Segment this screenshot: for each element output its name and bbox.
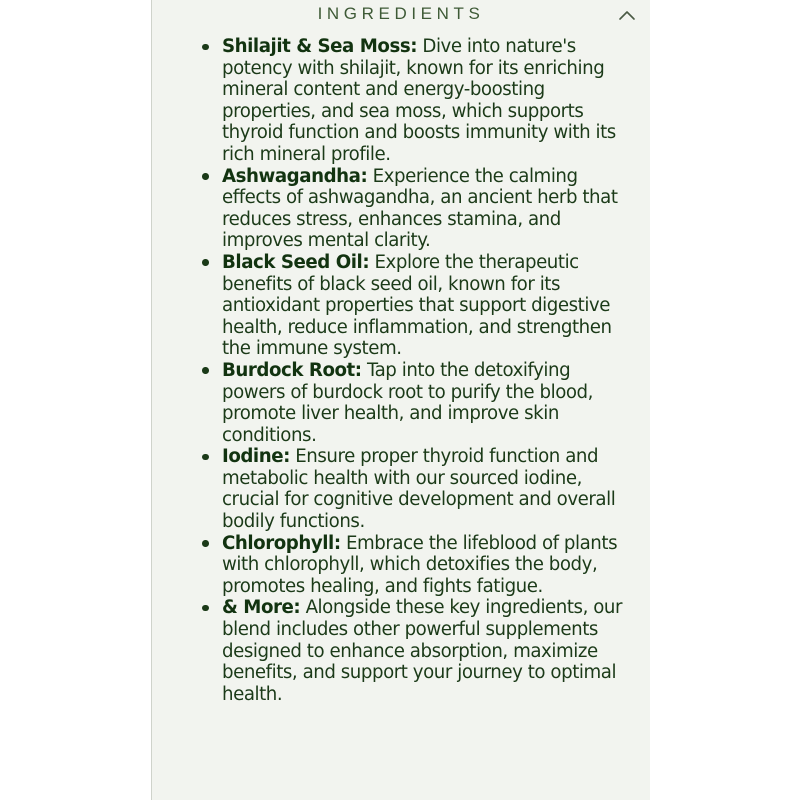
- chevron-up-icon: [614, 3, 640, 27]
- ingredient-name: Chlorophyll:: [222, 532, 341, 554]
- ingredient-name: Ashwagandha:: [222, 165, 368, 187]
- ingredient-name: & More:: [222, 597, 301, 619]
- ingredient-description: Dive into nature's potency with shilajit, known for its enriching mineral content and energy-boosting properties, and sea moss, which supports thyroid function and boosts immunity with its rich mineral profile.: [222, 36, 616, 165]
- ingredient-description: Embrace the lifeblood of plants with chlorophyll, which detoxifies the body, promotes healing, and fights fatigue.: [222, 532, 618, 597]
- ingredient-description: Explore the therapeutic benefits of black seed oil, known for its antioxidant properties that support digestive health, reduce inflammation, and strengthen the immune system.: [222, 251, 612, 360]
- list-item-iodine: [222, 446, 630, 532]
- ingredient-name: Black Seed Oil:: [222, 251, 370, 273]
- ingredient-name: Iodine:: [222, 446, 290, 468]
- ingredient-name: Burdock Root:: [222, 359, 362, 381]
- accordion-header[interactable]: [152, 0, 650, 36]
- list-item-burdock-root: [222, 360, 630, 446]
- ingredient-description: Ensure proper thyroid function and metabolic health with our sourced iodine, crucial for cognitive development and overall bodily functions.: [222, 446, 616, 533]
- ingredients-list: [152, 36, 650, 705]
- collapse-toggle-button[interactable]: [614, 3, 640, 27]
- section-title: INGREDIENTS: [317, 4, 485, 23]
- list-item-shilajit-sea-moss: [222, 36, 630, 166]
- list-item-and-more: [222, 597, 630, 705]
- list-item-ashwagandha: [222, 166, 630, 252]
- ingredient-name: Shilajit & Sea Moss:: [222, 36, 418, 57]
- ingredients-panel: [151, 0, 650, 800]
- list-item-black-seed-oil: [222, 252, 630, 360]
- ingredient-description: Alongside these key ingredients, our blend includes other powerful supplements designed to enhance absorption, maximize benefits, and support your journey to optimal health.: [222, 597, 623, 705]
- list-item-chlorophyll: [222, 533, 630, 598]
- ingredient-description: Experience the calming effects of ashwagandha, an ancient herb that reduces stress, enhances stamina, and improves mental clarity.: [222, 165, 618, 252]
- ingredient-description: Tap into the detoxifying powers of burdock root to purify the blood, promote liver health, and improve skin conditions.: [222, 359, 593, 446]
